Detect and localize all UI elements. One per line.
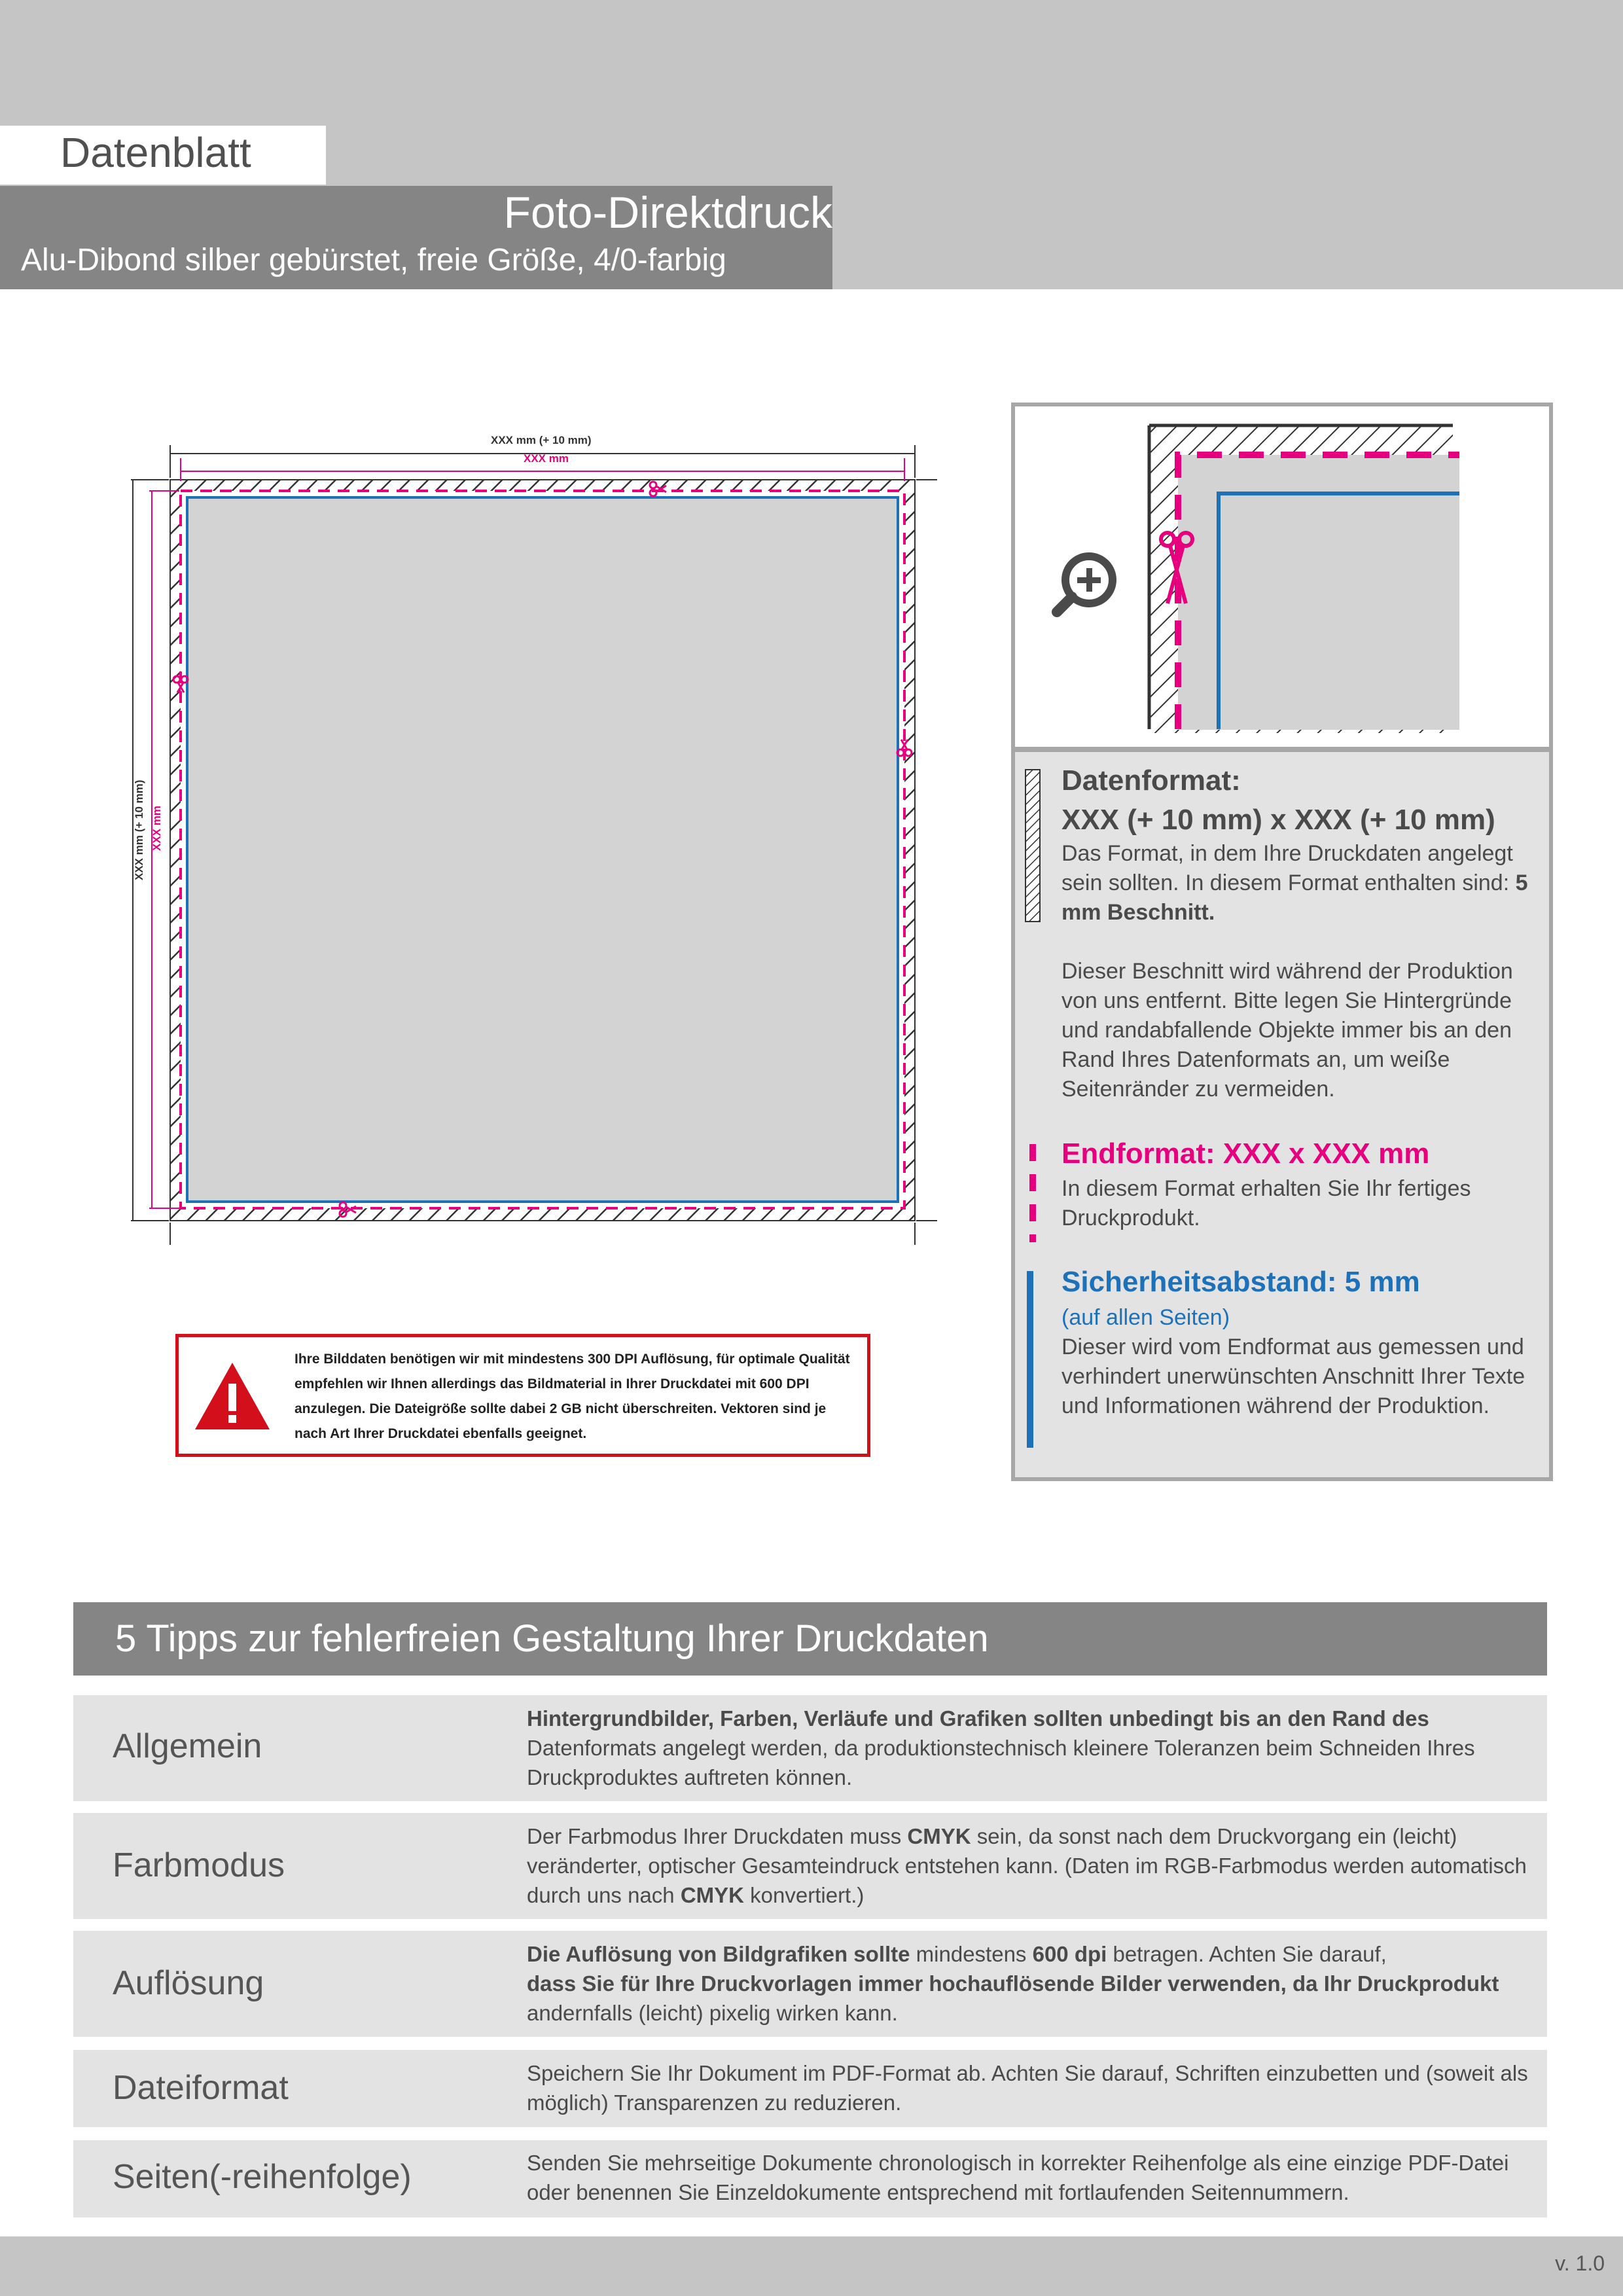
trim-legend-icon — [1029, 1144, 1037, 1242]
document-label: Datenblatt — [60, 129, 251, 176]
product-title: Foto-Direktdruck — [503, 188, 832, 238]
corner-zoom-diagram — [1041, 419, 1459, 733]
tip-label-seiten: Seiten(-reihenfolge) — [113, 2158, 412, 2196]
tip-text-seiten: Senden Sie mehrseitige Dokumente chronologisch in korrekter Reihenfolge als eine einzige PDF-Datei oder benennen Sie Einzeldokumente entsprechend mit fortlaufenden Seitennummern. — [527, 2151, 1509, 2204]
tip-label-farbmodus: Farbmodus — [113, 1846, 285, 1884]
sicherheit-title: Sicherheitsabstand: 5 mm — [1061, 1266, 1420, 1298]
format-diagram — [118, 419, 942, 1257]
tip-label-aufloesung: Auflösung — [113, 1964, 264, 2002]
endformat-title: Endformat: XXX x XXX mm — [1061, 1138, 1430, 1170]
tips-title: 5 Tipps zur fehlerfreien Gestaltung Ihrer Druckdaten — [115, 1617, 989, 1660]
sicherheit-subtitle: (auf allen Seiten) — [1061, 1305, 1230, 1330]
datenformat-size: XXX (+ 10 mm) x XXX (+ 10 mm) — [1061, 804, 1495, 836]
top-outer-label: XXX mm (+ 10 mm) — [491, 434, 592, 446]
content-area — [187, 497, 898, 1202]
footer-band — [0, 2236, 1623, 2296]
sicherheit-description: Dieser wird vom Endformat aus gemessen und verhindert unerwünschten Anschnitt Ihrer Texte und Informationen während der Produktion. — [1061, 1335, 1525, 1418]
version-label: v. 1.0 — [1555, 2251, 1605, 2275]
beschnitt-description: Dieser Beschnitt wird während der Produktion von uns entfernt. Bitte legen Sie Hintergründe und randabfallende Objekte immer bis an den Rand Ihres Datenformats an, um weiße Seitenränder zu vermeiden. — [1061, 959, 1513, 1102]
tip-label-allgemein: Allgemein — [113, 1727, 262, 1765]
tip-text-farbmodus: Der Farbmodus Ihrer Druckdaten muss CMYK sein, da sonst nach dem Druckvorgang ein (leicht) veränderter, optischer Gesamteindruck entstehen kann. (Daten im RGB-Farbmodus werden automatisch durch uns nach CMYK konvertiert.) — [527, 1824, 1527, 1907]
warning-text: Ihre Bilddaten benötigen wir mit mindestens 300 DPI Auflösung, für optimale Qualität empfehlen wir Ihnen allerdings das Bildmaterial in Ihrer Druckdatei mit 600 DPI anzulegen. Die Dateigröße sollte dabei 2 GB nicht überschreiten. Vektoren sind je nach Art Ihrer Druckdatei ebenfalls geeignet. — [294, 1352, 850, 1441]
endformat-description: In diesem Format erhalten Sie Ihr fertiges Druckprodukt. — [1061, 1176, 1471, 1230]
zoom-icon — [1057, 556, 1113, 612]
tip-text-aufloesung: Die Auflösung von Bildgrafiken sollte mindestens 600 dpi betragen. Achten Sie darauf, dass Sie für Ihre Druckvorlagen immer hochauflösende Bilder verwenden, da Ihr Druckprodukt andernfalls (leicht) pixelig wirken kann. — [527, 1942, 1499, 2025]
safety-legend-icon — [1027, 1271, 1033, 1448]
side-inner-label: XXX mm — [151, 806, 163, 851]
tip-text-allgemein: Hintergrundbilder, Farben, Verläufe und Grafiken sollten unbedingt bis an den Rand des Datenformats angelegt werden, da produktionstechnisch kleinere Toleranzen beim Schneiden Ihres Druckproduktes auftreten können. — [527, 1706, 1475, 1789]
datenformat-title: Datenformat: — [1061, 764, 1241, 797]
bleed-legend-icon — [1024, 768, 1041, 923]
datenformat-description: Das Format, in dem Ihre Druckdaten angelegt sein sollten. In diesem Format enthalten sind: 5 mm Beschnitt. — [1061, 841, 1528, 925]
tip-label-dateiformat: Dateiformat — [113, 2069, 289, 2107]
top-inner-label: XXX mm — [524, 452, 569, 465]
tip-text-dateiformat: Speichern Sie Ihr Dokument im PDF-Format ab. Achten Sie darauf, Schriften einzubetten und (soweit als möglich) Transparenzen zu reduzieren. — [527, 2061, 1528, 2115]
side-outer-label: XXX mm (+ 10 mm) — [133, 780, 145, 880]
product-subtitle: Alu-Dibond silber gebürstet, freie Größe, 4/0-farbig — [21, 243, 726, 278]
warning-icon — [192, 1360, 272, 1432]
